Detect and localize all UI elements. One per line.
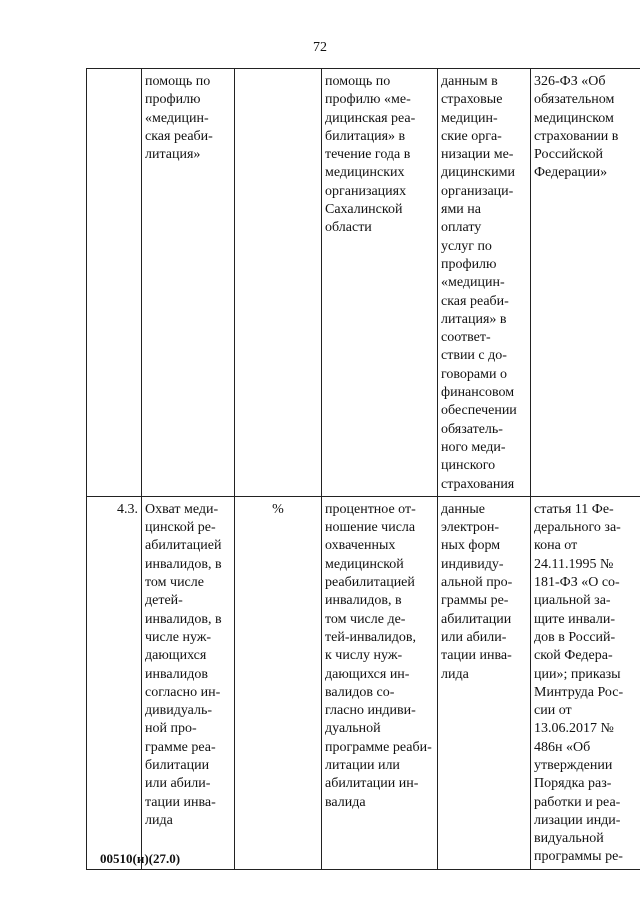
footer-document-code: 00510(и)(27.0) xyxy=(100,851,181,866)
cell-method: процентное от- ношение числа охваченных медицинской реабилитацией инвалидов, в том числе де- тей-инвалидов, к числу нуж- дающихся ин- валидов со- гласно индиви- дуальной программе реаби- литации или абилитации ин- валида xyxy=(322,496,438,869)
cell-unit: % xyxy=(235,496,322,869)
cell-basis: статья 11 Фе- дерального за- кона от 24.11.1995 № 181-ФЗ «О со- циальной за- щите инвали- дов в Россий- ской Федера- ции»; приказы Минтруда Рос- сии от 13.06.2017 № 486н «Об утверждении Порядка раз- работки и реа- лизации инди- видуальной программы ре- xyxy=(531,496,640,869)
table-row xyxy=(87,69,640,497)
cell-unit xyxy=(235,69,322,497)
cell-indicator: помощь по профилю «медицин- ская реаби- литация» xyxy=(142,69,235,497)
cell-indicator: Охват меди- цинской ре- абилитацией инвалидов, в том числе детей- инвалидов, в числе нуж- дающихся инвалидов согласно ин- дивидуаль- ной про- грамме реа- билитации или абили- тации инва- лида xyxy=(142,496,235,869)
cell-source: данные электрон- ных форм индивиду- альной про- граммы ре- абилитации или абили- тации инва- лида xyxy=(438,496,531,869)
indicators-table xyxy=(86,68,640,870)
cell-number xyxy=(87,69,142,497)
cell-basis: 326-ФЗ «Об обязательном медицинском страховании в Российской Федерации» xyxy=(531,69,640,497)
cell-number: 4.3. xyxy=(87,496,142,869)
page-number: 72 xyxy=(313,40,327,55)
table-row xyxy=(87,496,640,869)
cell-source: данным в страховые медицин- ские орга- низации ме- дицинскими организаци- ями на оплату услуг по профилю «медицин- ская реаби- литация» в соответ- ствии с до- говорами о финансовом обеспечении обязатель- ного меди- цинского страхования xyxy=(438,69,531,497)
cell-method: помощь по профилю «ме- дицинская реа- билитация» в течение года в медицинских организациях Сахалинской области xyxy=(322,69,438,497)
